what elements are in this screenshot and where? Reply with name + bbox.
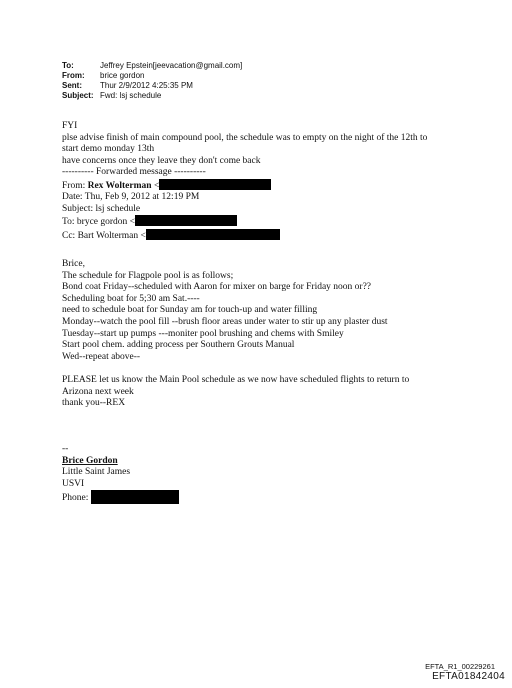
message-line: Scheduling boat for 5;30 am Sat.----	[62, 293, 200, 304]
signature-line: USVI	[62, 478, 85, 489]
redaction-box	[135, 215, 237, 226]
sent-label: Sent:	[62, 81, 82, 90]
message-line: Monday--watch the pool fill --brush floor areas under water to stir up any plaster dust	[62, 316, 388, 327]
forwarded-from-suffix: <	[151, 180, 160, 191]
signature	[62, 444, 179, 505]
forwarded-to-text: To: bryce gordon <	[62, 217, 136, 228]
closing-text	[62, 375, 409, 410]
signature-line: Little Saint James	[62, 467, 131, 478]
closing-line: PLEASE let us know the Main Pool schedule as we now have scheduled flights to return to	[62, 375, 410, 385]
closing-line: thank you--REX	[62, 398, 126, 409]
email-header	[62, 61, 242, 101]
subject-value: Fwd: lsj schedule	[100, 91, 162, 100]
forwarded-from-label: From:	[62, 180, 88, 191]
message-line: Wed--repeat above--	[62, 351, 141, 362]
message-line: Tuesday--start up pumps ---moniter pool brushing and chems with Smiley	[62, 328, 344, 339]
forwarded-from-name: Rex Wolterman	[87, 180, 152, 191]
intro-text	[62, 121, 427, 167]
signature-dashes: --	[62, 444, 69, 454]
forwarded-from	[62, 179, 280, 193]
closing-line: Arizona next week	[62, 386, 134, 397]
document-id-large: EFTA01842404	[432, 671, 505, 682]
forwarded-to	[62, 215, 280, 229]
message-line: need to schedule boat for Sunday am for touch-up and water filling	[62, 305, 318, 316]
forwarded-date: Date: Thu, Feb 9, 2012 at 12:19 PM	[62, 192, 200, 203]
subject-label: Subject:	[62, 91, 94, 100]
message-line: Brice,	[62, 259, 85, 269]
forwarded-separator: ---------- Forwarded message ----------	[62, 167, 206, 177]
intro-line: start demo monday 13th	[62, 144, 155, 155]
from-value: brice gordon	[100, 71, 145, 80]
phone-label: Phone:	[62, 493, 89, 504]
redaction-box	[146, 229, 280, 240]
intro-line: FYI	[62, 121, 78, 131]
signature-phone	[62, 490, 179, 505]
document-id-small: EFTA_R1_00229261	[425, 662, 495, 671]
message-line: Start pool chem. adding process per Southern Grouts Manual	[62, 340, 295, 351]
intro-line: have concerns once they leave they don't come back	[62, 155, 261, 166]
forwarded-cc	[62, 229, 280, 243]
to-value: Jeffrey Epstein[jeevacation@gmail.com]	[100, 61, 243, 70]
sent-value: Thur 2/9/2012 4:25:35 PM	[100, 81, 193, 90]
from-label: From:	[62, 71, 85, 80]
redaction-box	[91, 490, 179, 504]
forwarded-subject: Subject: lsj schedule	[62, 203, 141, 214]
to-label: To:	[62, 61, 74, 70]
intro-line: plse advise finish of main compound pool, the schedule was to empty on the night of the 12th to	[62, 132, 428, 143]
forwarded-cc-text: Cc: Bart Wolterman <	[62, 230, 146, 241]
redaction-box	[159, 179, 271, 190]
forwarded-block	[62, 167, 280, 243]
message-body	[62, 259, 388, 363]
message-line: The schedule for Flagpole pool is as follows;	[62, 270, 234, 281]
message-line: Bond coat Friday--scheduled with Aaron for mixer on barge for Friday noon or??	[62, 282, 372, 293]
signature-name: Brice Gordon	[62, 455, 118, 466]
